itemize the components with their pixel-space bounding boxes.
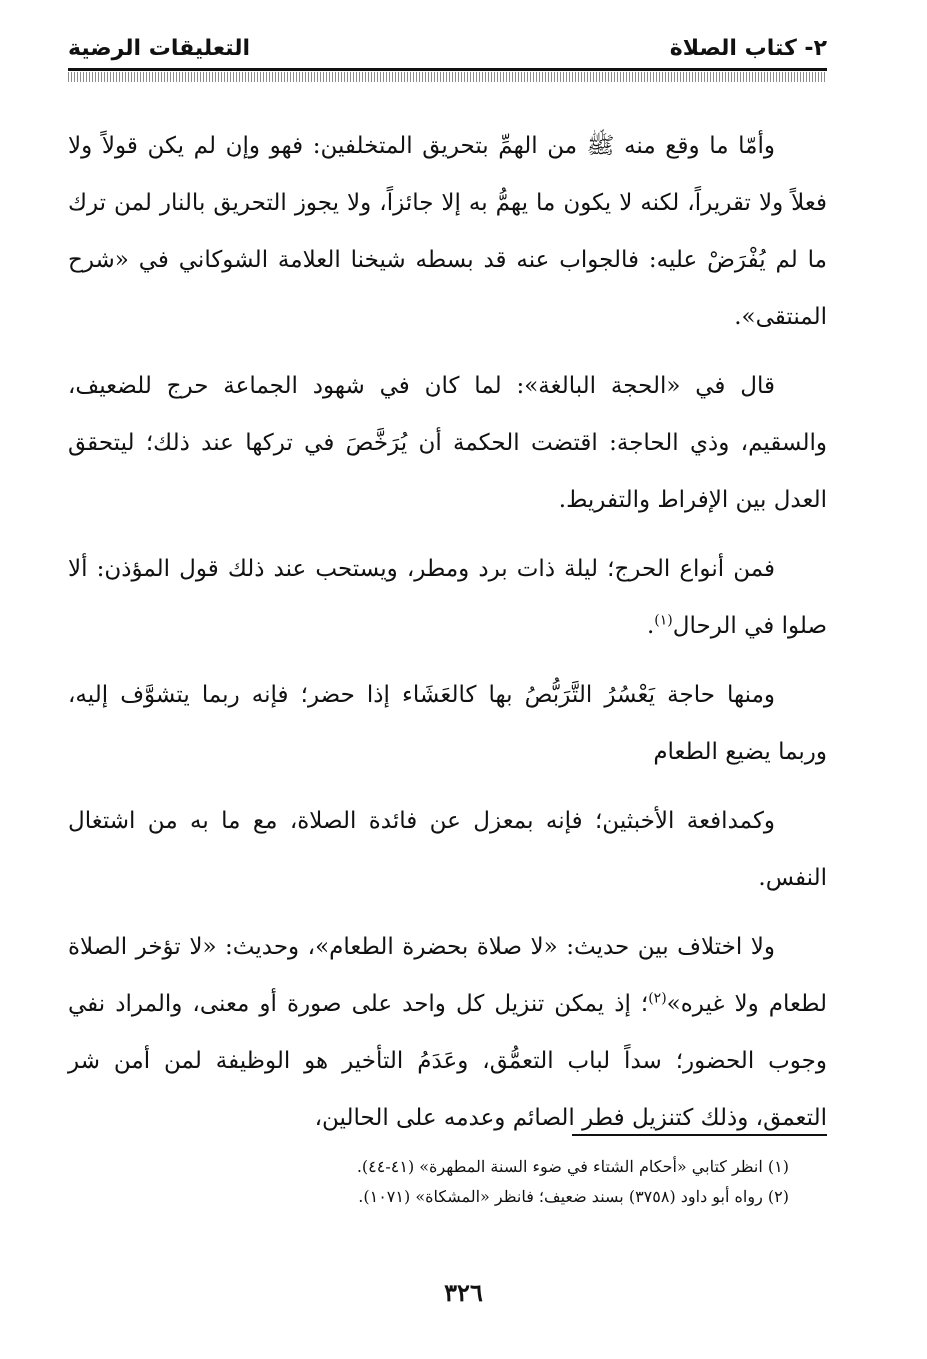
footnote-ref-1: (١) xyxy=(654,612,673,629)
footnote-2: (٢) رواه أبو داود (٣٧٥٨) بسند ضعيف؛ فانظر «المشكاة» (١٠٧١). xyxy=(358,1187,789,1206)
page-number: ٣٢٦ xyxy=(444,1278,483,1307)
footnote-1: (١) انظر كتابي «أحكام الشتاء في ضوء السنة المطهرة» (٤١-٤٤). xyxy=(356,1157,789,1176)
paragraph-1: وأمّا ما وقع منه ﷺ من الهمِّ بتحريق المتخلفين: فهو وإن لم يكن قولاً ولا فعلاً ولا تقريراً، لكنه لا يكون ما يهمُّ به إلا جائزاً، ولا يجوز التحريق بالنار لمن ترك ما لم يُفْرَضْ عليه: فالجواب عنه قد بسطه شيخنا العلامة الشوكاني في «شرح المنتقى». xyxy=(68,133,827,330)
chapter-title: ٢- كتاب الصلاة xyxy=(669,36,827,61)
footnotes xyxy=(68,1152,827,1212)
paragraph-6 xyxy=(68,919,827,1147)
paragraph-3-end: . xyxy=(646,613,655,639)
main-text xyxy=(68,118,827,1159)
paragraph-2: قال في «الحجة البالغة»: لما كان في شهود الجماعة حرج للضعيف، والسقيم، وذي الحاجة: اقتضت الحكمة أن يُرَخَّصَ في تركها عند ذلك؛ ليتحقق العدل بين الإفراط والتفريط. xyxy=(68,373,827,513)
header-rule xyxy=(68,68,827,71)
running-header xyxy=(68,34,827,70)
paragraph-3-text: فمن أنواع الحرج؛ ليلة ذات برد ومطر، ويستحب عند ذلك قول المؤذن: ألا صلوا في الرحال xyxy=(68,556,827,639)
paragraph-5: وكمدافعة الأخبثين؛ فإنه بمعزل عن فائدة الصلاة، مع ما به من اشتغال النفس. xyxy=(68,808,827,891)
paragraph-4: ومنها حاجة يَعْسُرُ التَّرَبُّصُ بها كالعَشَاء إذا حضر؛ فإنه ربما يتشوَّف إليه، وربما يضيع الطعام xyxy=(68,682,827,765)
book-title: التعليقات الرضية xyxy=(68,36,251,61)
paragraph-6-end: ؛ إذ يمكن تنزيل كل واحد على صورة أو معنى، والمراد نفي وجوب الحضور؛ سداً لباب التعمُّق، وعَدَمُ التأخير هو الوظيفة لمن أمن شر التعمق، وذلك كتنزيل فطر الصائم وعدمه على الحالين، xyxy=(68,991,827,1131)
header-pattern-rule xyxy=(68,72,827,82)
footnote-ref-2: (٢) xyxy=(648,990,667,1007)
paragraph-6-start: ولا اختلاف بين حديث: «لا صلاة بحضرة الطعام»، وحديث: «لا تؤخر الصلاة لطعام ولا غيره» xyxy=(68,934,827,1017)
paragraph-3 xyxy=(68,541,827,655)
footnote-separator xyxy=(572,1134,827,1136)
